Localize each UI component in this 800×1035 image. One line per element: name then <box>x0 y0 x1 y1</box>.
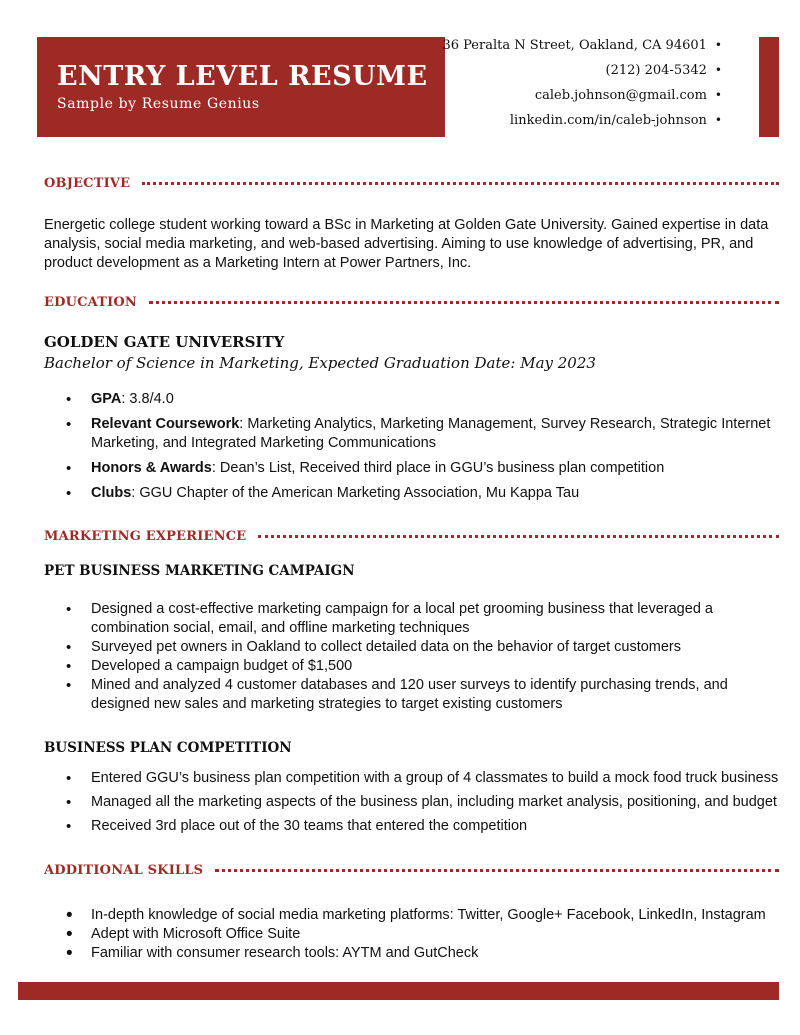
item-text: : GGU Chapter of the American Marketing Association, Mu Kappa Tau <box>131 485 580 501</box>
education-details <box>44 390 779 509</box>
experience-heading <box>44 527 779 545</box>
bullet-icon: • <box>714 38 722 52</box>
list-item <box>44 459 779 478</box>
objective-text: Energetic college student working toward a BSc in Marketing at Golden Gate University. Gained expertise in data analysis, social media marketing, and web-based advertising. Aiming to use knowledge of advertising, PR, and product development as a Marketing Intern at Power Partners, Inc. <box>44 217 769 271</box>
objective-heading <box>44 174 779 192</box>
job-title: BUSINESS PLAN COMPETITION <box>44 740 292 756</box>
item-text: : 3.8/4.0 <box>121 391 174 407</box>
linkedin-text: linkedin.com/in/caleb-johnson <box>509 113 707 128</box>
skills-list <box>44 906 779 963</box>
list-item: • Adept with Microsoft Office Suite <box>44 925 779 944</box>
list-item: • Designed a cost-effective marketing campaign for a local pet grooming business that leveraged a combination social, email, and offline marketing techniques <box>44 600 779 638</box>
title-banner <box>37 37 445 137</box>
experience-heading-label: MARKETING EXPERIENCE <box>44 528 247 544</box>
item-text: : Marketing Analytics, Marketing Management, Survey Research, Strategic Internet Marketing, and Integrated Marketing Communications <box>91 416 771 451</box>
address-text: 36 Peralta N Street, Oakland, CA 94601 <box>442 38 707 53</box>
list-item: • Entered GGU’s business plan competition with a group of 4 classmates to build a mock food truck business <box>44 769 779 788</box>
accent-footer-bar <box>18 982 779 1000</box>
contact-address <box>442 36 722 61</box>
job-title: PET BUSINESS MARKETING CAMPAIGN <box>44 563 355 579</box>
resume-subtitle: Sample by Resume Genius <box>57 96 260 112</box>
item-label: Honors & Awards <box>91 460 212 476</box>
contact-phone <box>442 61 722 86</box>
list-item: • Surveyed pet owners in Oakland to collect detailed data on the behavior of target customers <box>44 638 779 657</box>
contact-info <box>442 36 722 136</box>
list-item <box>44 415 779 453</box>
email-text: caleb.johnson@gmail.com <box>534 88 707 103</box>
skills-heading-label: ADDITIONAL SKILLS <box>44 862 204 878</box>
education-heading-label: EDUCATION <box>44 294 138 310</box>
list-item: • Received 3rd place out of the 30 teams that entered the competition <box>44 817 779 836</box>
resume-title: ENTRY LEVEL RESUME <box>57 61 428 92</box>
list-item <box>44 390 779 409</box>
degree-line: Bachelor of Science in Marketing, Expected Graduation Date: May 2023 <box>44 354 596 372</box>
item-label: GPA <box>91 391 122 407</box>
dotted-divider <box>149 301 779 304</box>
list-item: • Mined and analyzed 4 customer databases and 120 user surveys to identify purchasing trends, and designed new sales and marketing strategies to target existing customers <box>44 676 779 714</box>
school-name: GOLDEN GATE UNIVERSITY <box>44 333 285 351</box>
bullet-icon: • <box>714 63 722 77</box>
education-heading <box>44 293 779 311</box>
list-item: • Developed a campaign budget of $1,500 <box>44 657 779 676</box>
list-item <box>44 484 779 503</box>
item-text: : Dean’s List, Received third place in GGU’s business plan competition <box>211 460 665 476</box>
list-item: • Managed all the marketing aspects of the business plan, including market analysis, positioning, and budget <box>44 793 779 812</box>
contact-email <box>442 86 722 111</box>
dotted-divider <box>215 869 779 872</box>
bullet-icon: • <box>714 88 722 102</box>
objective-heading-label: OBJECTIVE <box>44 175 131 191</box>
dotted-divider <box>258 535 779 538</box>
bullet-icon: • <box>714 113 722 127</box>
accent-side-bar <box>759 37 779 137</box>
job-bullets <box>44 600 779 714</box>
skills-heading <box>44 861 779 879</box>
dotted-divider <box>142 182 779 185</box>
job-bullets <box>44 769 779 841</box>
item-label: Clubs <box>91 485 132 501</box>
phone-text: (212) 204-5342 <box>605 63 707 78</box>
contact-linkedin <box>442 111 722 136</box>
list-item: • In-depth knowledge of social media marketing platforms: Twitter, Google+ Facebook, LinkedIn, Instagram <box>44 906 779 925</box>
list-item: • Familiar with consumer research tools: AYTM and GutCheck <box>44 944 779 963</box>
item-label: Relevant Coursework <box>91 416 240 432</box>
